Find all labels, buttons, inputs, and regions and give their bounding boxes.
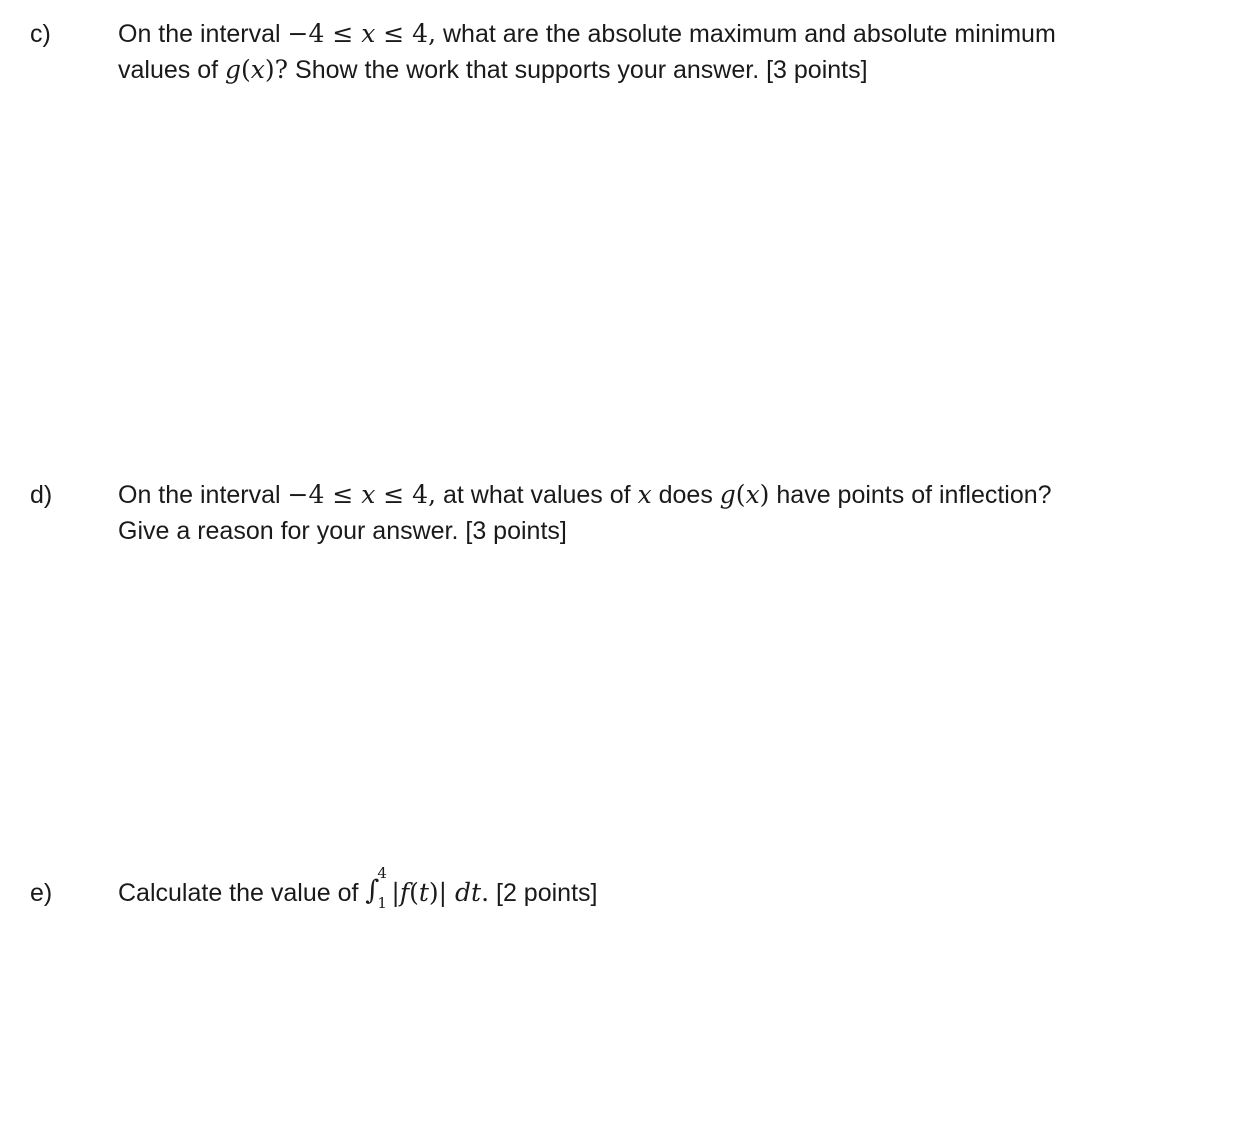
question-line-2: Give a reason for your answer. [3 points] [118,517,567,545]
question-label: e) [30,879,53,907]
question-line-1: On the interval −4 ≤ x ≤ 4, at what values of x does g(x) have points of inflection? [118,480,1052,509]
integral-lower-limit: 1 [377,894,387,912]
question-line-1: On the interval −4 ≤ x ≤ 4, what are the absolute maximum and absolute minimum [118,19,1056,48]
integral-upper-limit: 4 [377,864,387,882]
question-text [118,16,1228,88]
integral-sign: ∫ 4 1 [365,864,387,912]
question-text [118,477,1228,549]
question-label: d) [30,481,53,509]
question-line-2: values of g(x)? Show the work that supports your answer. [3 points] [118,55,868,84]
question-label: c) [30,20,51,48]
question-text [118,864,1228,912]
question-line-1: Calculate the value of ∫ 4 1 |f(t)| dt. [2 points] [118,864,598,912]
